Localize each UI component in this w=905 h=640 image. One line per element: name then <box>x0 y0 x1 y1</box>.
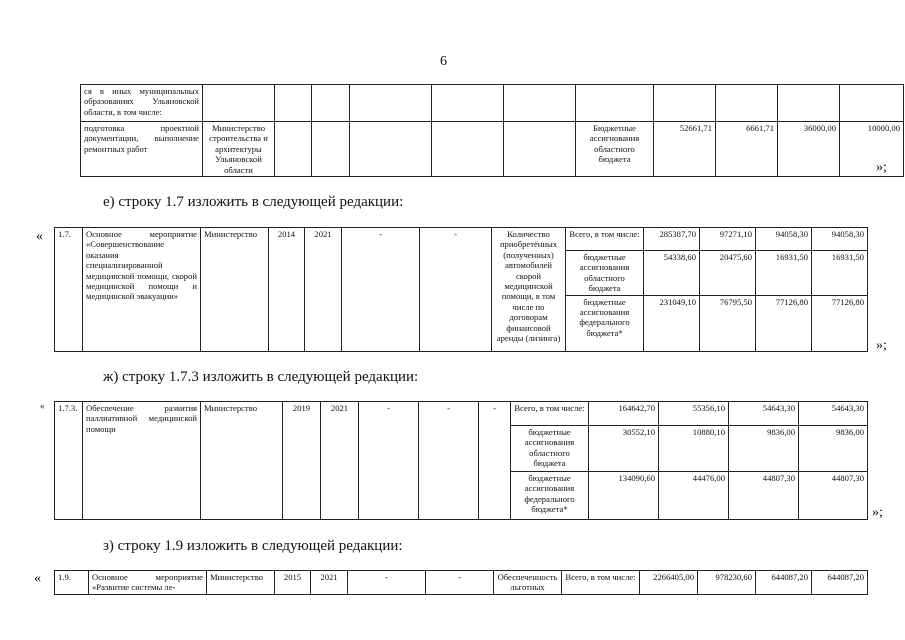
year-end-cell: 2021 <box>321 402 359 520</box>
value-y3: 10000,00 <box>840 122 904 177</box>
table-row-1-9 <box>54 570 868 595</box>
open-quote: « <box>40 401 45 411</box>
executor-cell: Министерство <box>207 571 275 595</box>
value-y1: 97271,10 <box>700 228 756 251</box>
dash-cell: - <box>479 402 511 520</box>
value-y3: 54643,30 <box>799 402 868 426</box>
value-y2: 16931,50 <box>756 251 812 296</box>
name-cell: ся в иных муниципальных образованиях Ульяновской области, в том числе: <box>81 85 203 122</box>
year-end-cell: 2021 <box>311 571 348 595</box>
value-y2: 9836,00 <box>729 426 799 472</box>
value-total: 231049,10 <box>644 295 700 351</box>
value-total: 54338,60 <box>644 251 700 296</box>
executor-cell: Министерство <box>201 402 283 520</box>
value-y3: 644087,20 <box>812 571 868 595</box>
year-end-cell: 2021 <box>305 228 342 352</box>
name-cell: Основное мероприятие «Развитие системы ле- <box>89 571 207 595</box>
num-cell: 1.7.3. <box>55 402 83 520</box>
dash-cell: - <box>426 571 494 595</box>
table-row <box>81 85 904 122</box>
value-y3: 9836,00 <box>799 426 868 472</box>
close-quote: »; <box>872 505 883 520</box>
dash-cell: - <box>348 571 426 595</box>
value-y3: 44807,30 <box>799 472 868 520</box>
year-start-cell: 2014 <box>269 228 305 352</box>
table-continuation <box>80 84 904 177</box>
year-start-cell: 2015 <box>275 571 311 595</box>
value-y1: 76795,50 <box>700 295 756 351</box>
value-y2: 644087,20 <box>756 571 812 595</box>
dash-cell: - <box>420 228 492 352</box>
table-row <box>55 228 868 251</box>
heading-e: е) строку 1.7 изложить в следующей редакции: <box>103 194 404 210</box>
indicator-cell: Количество приобретённых (полученных) автомобилей скорой медицинской помощи, в том числе по договорам финансовой аренды (лизинга) <box>492 228 566 352</box>
year-start-cell: 2019 <box>283 402 321 520</box>
name-cell: Основное мероприятие «Совершенствование оказания специализированной медицинской помощи, скорой медицинской помощи и медицинской эвакуации» <box>83 228 201 352</box>
dash-cell: - <box>359 402 419 520</box>
value-total: 2266405,00 <box>640 571 698 595</box>
name-cell: подготовка проектной документации, выполнение ремонтных работ <box>81 122 203 177</box>
source-cell: Бюджетные ассигнования областного бюджета <box>576 122 654 177</box>
heading-zh: ж) строку 1.7.3 изложить в следующей редакции: <box>103 369 419 385</box>
table-row-1-7-3 <box>54 401 868 520</box>
value-total: 164642,70 <box>589 402 659 426</box>
value-y2: 94058,30 <box>756 228 812 251</box>
table-row <box>81 122 904 177</box>
open-quote: « <box>34 571 41 586</box>
table-row <box>55 402 868 426</box>
page-number: 6 <box>440 54 447 69</box>
num-cell: 1.9. <box>55 571 89 595</box>
value-y1: 978230,60 <box>698 571 756 595</box>
value-y1: 10880,10 <box>659 426 729 472</box>
value-total: 285387,70 <box>644 228 700 251</box>
value-y3: 94058,30 <box>812 228 868 251</box>
value-y2: 77126,80 <box>756 295 812 351</box>
value-y2: 44807,30 <box>729 472 799 520</box>
value-total: 52661,71 <box>654 122 716 177</box>
value-y1: 6661,71 <box>716 122 778 177</box>
source-cell: бюджетные ассигнования областного бюджета <box>566 251 644 296</box>
executor-cell: Министерство строительства и архитектуры Ульяновской области <box>203 122 275 177</box>
close-quote: »; <box>876 160 887 175</box>
source-cell: бюджетные ассигнования областного бюджета <box>511 426 589 472</box>
value-y1: 55356,10 <box>659 402 729 426</box>
source-cell: Всего, в том числе: <box>566 228 644 251</box>
value-y3: 77126,80 <box>812 295 868 351</box>
value-total: 30552,10 <box>589 426 659 472</box>
source-cell: бюджетные ассигнования федерального бюджета* <box>566 295 644 351</box>
source-cell: Всего, в том числе: <box>562 571 640 595</box>
open-quote: « <box>36 229 43 244</box>
heading-z: з) строку 1.9 изложить в следующей редакции: <box>103 538 403 554</box>
dash-cell: - <box>342 228 420 352</box>
close-quote: »; <box>876 338 887 353</box>
table-row <box>55 571 868 595</box>
value-y2: 36000,00 <box>778 122 840 177</box>
indicator-cell: Обеспеченность льготных <box>494 571 562 595</box>
value-y3: 16931,50 <box>812 251 868 296</box>
num-cell: 1.7. <box>55 228 83 352</box>
source-cell: бюджетные ассигнования федерального бюджета* <box>511 472 589 520</box>
value-total: 134090,60 <box>589 472 659 520</box>
value-y1: 20475,60 <box>700 251 756 296</box>
executor-cell: Министерство <box>201 228 269 352</box>
dash-cell: - <box>419 402 479 520</box>
value-y2: 54643,30 <box>729 402 799 426</box>
value-y1: 44476,00 <box>659 472 729 520</box>
name-cell: Обеспечение развития паллиативной медицинской помощи <box>83 402 201 520</box>
source-cell: Всего, в том числе: <box>511 402 589 426</box>
table-row-1-7 <box>54 227 868 352</box>
